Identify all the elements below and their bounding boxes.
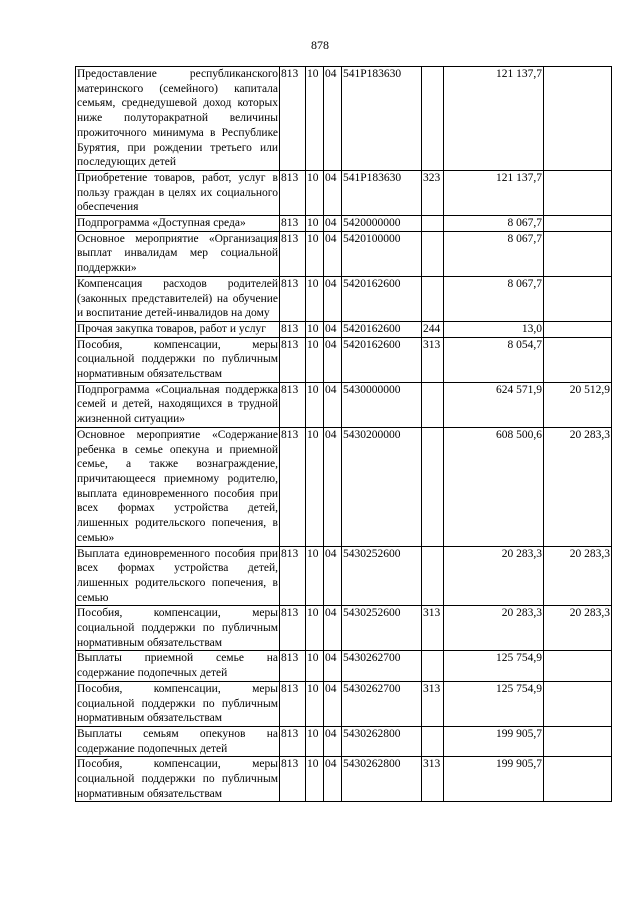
target-article-cell: 5430262800 — [342, 757, 422, 802]
table-row — [76, 546, 612, 606]
federal-amount-cell — [544, 757, 612, 802]
subsection-code-cell: 04 — [324, 67, 342, 171]
page-number: 878 — [311, 38, 329, 52]
section-code-cell: 10 — [306, 382, 324, 427]
federal-amount-cell — [544, 681, 612, 726]
expense-name-cell: Пособия, компенсации, меры социальной поддержки по публичным нормативным обязательствам — [76, 337, 280, 382]
federal-amount-cell: 20 283,3 — [544, 427, 612, 546]
grbs-code-cell: 813 — [280, 276, 306, 321]
subsection-code-cell: 04 — [324, 321, 342, 337]
expense-name-cell: Выплаты семьям опекунов на содержание подопечных детей — [76, 726, 280, 756]
section-code-cell: 10 — [306, 427, 324, 546]
subsection-code-cell: 04 — [324, 231, 342, 276]
section-code-cell: 10 — [306, 231, 324, 276]
expense-type-cell: 313 — [422, 757, 444, 802]
amount-cell: 20 283,3 — [444, 606, 544, 651]
table-row — [76, 757, 612, 802]
table-row — [76, 651, 612, 681]
expense-name-cell: Выплаты приемной семье на содержание подопечных детей — [76, 651, 280, 681]
target-article-cell: 5430252600 — [342, 546, 422, 606]
target-article-cell: 5430262700 — [342, 681, 422, 726]
section-code-cell: 10 — [306, 757, 324, 802]
expense-type-cell — [422, 382, 444, 427]
expense-type-cell — [422, 276, 444, 321]
section-code-cell: 10 — [306, 216, 324, 232]
federal-amount-cell — [544, 651, 612, 681]
amount-cell: 8 067,7 — [444, 216, 544, 232]
subsection-code-cell: 04 — [324, 382, 342, 427]
grbs-code-cell: 813 — [280, 321, 306, 337]
expense-name-cell: Пособия, компенсации, меры социальной поддержки по публичным нормативным обязательствам — [76, 681, 280, 726]
federal-amount-cell — [544, 216, 612, 232]
expense-name-cell: Основное мероприятие «Организация выплат инвалидам мер социальной поддержки» — [76, 231, 280, 276]
subsection-code-cell: 04 — [324, 170, 342, 215]
amount-cell: 8 067,7 — [444, 276, 544, 321]
expense-name-cell: Компенсация расходов родителей (законных представителей) на обучение и воспитание детей-инвалидов на дому — [76, 276, 280, 321]
subsection-code-cell: 04 — [324, 651, 342, 681]
federal-amount-cell — [544, 231, 612, 276]
expense-type-cell — [422, 216, 444, 232]
federal-amount-cell: 20 283,3 — [544, 546, 612, 606]
grbs-code-cell: 813 — [280, 651, 306, 681]
target-article-cell: 5420162600 — [342, 321, 422, 337]
subsection-code-cell: 04 — [324, 606, 342, 651]
expense-name-cell: Подпрограмма «Социальная поддержка семей и детей, находящихся в трудной жизненной ситуации» — [76, 382, 280, 427]
section-code-cell: 10 — [306, 337, 324, 382]
amount-cell: 199 905,7 — [444, 726, 544, 756]
expense-type-cell — [422, 427, 444, 546]
target-article-cell: 5430262800 — [342, 726, 422, 756]
table-row — [76, 427, 612, 546]
federal-amount-cell — [544, 321, 612, 337]
grbs-code-cell: 813 — [280, 546, 306, 606]
grbs-code-cell: 813 — [280, 337, 306, 382]
expense-name-cell: Выплата единовременного пособия при всех формах устройства детей, лишенных родительского попечения, в семью — [76, 546, 280, 606]
table-row — [76, 67, 612, 171]
expense-name-cell: Основное мероприятие «Содержание ребенка в семье опекуна и приемной семье, а также вознаграждение, причитающееся приемному родителю, выплата единовременного пособия при всех формах устройства детей, лишенных родительского попечения, в семью» — [76, 427, 280, 546]
target-article-cell: 541P183630 — [342, 67, 422, 171]
section-code-cell: 10 — [306, 546, 324, 606]
subsection-code-cell: 04 — [324, 216, 342, 232]
target-article-cell: 5420000000 — [342, 216, 422, 232]
subsection-code-cell: 04 — [324, 757, 342, 802]
table-row — [76, 276, 612, 321]
grbs-code-cell: 813 — [280, 67, 306, 171]
federal-amount-cell — [544, 337, 612, 382]
amount-cell: 121 137,7 — [444, 67, 544, 171]
expense-type-cell: 313 — [422, 606, 444, 651]
table-row — [76, 321, 612, 337]
subsection-code-cell: 04 — [324, 681, 342, 726]
subsection-code-cell: 04 — [324, 726, 342, 756]
target-article-cell: 541P183630 — [342, 170, 422, 215]
federal-amount-cell — [544, 67, 612, 171]
table-row — [76, 726, 612, 756]
subsection-code-cell: 04 — [324, 546, 342, 606]
grbs-code-cell: 813 — [280, 216, 306, 232]
subsection-code-cell: 04 — [324, 337, 342, 382]
amount-cell: 125 754,9 — [444, 681, 544, 726]
federal-amount-cell — [544, 726, 612, 756]
expense-type-cell: 313 — [422, 681, 444, 726]
federal-amount-cell: 20 512,9 — [544, 382, 612, 427]
grbs-code-cell: 813 — [280, 427, 306, 546]
expense-name-cell: Пособия, компенсации, меры социальной поддержки по публичным нормативным обязательствам — [76, 757, 280, 802]
grbs-code-cell: 813 — [280, 681, 306, 726]
federal-amount-cell — [544, 276, 612, 321]
section-code-cell: 10 — [306, 170, 324, 215]
section-code-cell: 10 — [306, 321, 324, 337]
target-article-cell: 5430200000 — [342, 427, 422, 546]
section-code-cell: 10 — [306, 276, 324, 321]
expense-type-cell — [422, 231, 444, 276]
target-article-cell: 5420100000 — [342, 231, 422, 276]
grbs-code-cell: 813 — [280, 382, 306, 427]
table-row — [76, 606, 612, 651]
amount-cell: 13,0 — [444, 321, 544, 337]
expense-name-cell: Прочая закупка товаров, работ и услуг — [76, 321, 280, 337]
expense-name-cell: Пособия, компенсации, меры социальной поддержки по публичным нормативным обязательствам — [76, 606, 280, 651]
amount-cell: 624 571,9 — [444, 382, 544, 427]
amount-cell: 8 067,7 — [444, 231, 544, 276]
expense-type-cell — [422, 726, 444, 756]
target-article-cell: 5420162600 — [342, 276, 422, 321]
grbs-code-cell: 813 — [280, 231, 306, 276]
target-article-cell: 5430000000 — [342, 382, 422, 427]
expense-type-cell — [422, 67, 444, 171]
amount-cell: 608 500,6 — [444, 427, 544, 546]
expense-name-cell: Предоставление республиканского материнского (семейного) капитала семьям, среднедушевой доход которых ниже полуторакратной величины прожиточного минимума в Республике Бурятия, при рождении третьего или последующих детей — [76, 67, 280, 171]
expense-type-cell: 313 — [422, 337, 444, 382]
target-article-cell: 5430252600 — [342, 606, 422, 651]
expense-name-cell: Приобретение товаров, работ, услуг в пользу граждан в целях их социального обеспечения — [76, 170, 280, 215]
federal-amount-cell: 20 283,3 — [544, 606, 612, 651]
budget-table — [75, 66, 612, 802]
grbs-code-cell: 813 — [280, 757, 306, 802]
amount-cell: 199 905,7 — [444, 757, 544, 802]
expense-type-cell — [422, 546, 444, 606]
table-row — [76, 170, 612, 215]
expense-type-cell: 323 — [422, 170, 444, 215]
amount-cell: 20 283,3 — [444, 546, 544, 606]
expense-name-cell: Подпрограмма «Доступная среда» — [76, 216, 280, 232]
table-row — [76, 231, 612, 276]
federal-amount-cell — [544, 170, 612, 215]
subsection-code-cell: 04 — [324, 276, 342, 321]
table-row — [76, 216, 612, 232]
table-row — [76, 681, 612, 726]
table-row — [76, 337, 612, 382]
amount-cell: 8 054,7 — [444, 337, 544, 382]
table-row — [76, 382, 612, 427]
amount-cell: 125 754,9 — [444, 651, 544, 681]
amount-cell: 121 137,7 — [444, 170, 544, 215]
target-article-cell: 5430262700 — [342, 651, 422, 681]
grbs-code-cell: 813 — [280, 606, 306, 651]
expense-type-cell — [422, 651, 444, 681]
section-code-cell: 10 — [306, 606, 324, 651]
section-code-cell: 10 — [306, 726, 324, 756]
section-code-cell: 10 — [306, 681, 324, 726]
subsection-code-cell: 04 — [324, 427, 342, 546]
section-code-cell: 10 — [306, 651, 324, 681]
expense-type-cell: 244 — [422, 321, 444, 337]
target-article-cell: 5420162600 — [342, 337, 422, 382]
grbs-code-cell: 813 — [280, 170, 306, 215]
section-code-cell: 10 — [306, 67, 324, 171]
grbs-code-cell: 813 — [280, 726, 306, 756]
